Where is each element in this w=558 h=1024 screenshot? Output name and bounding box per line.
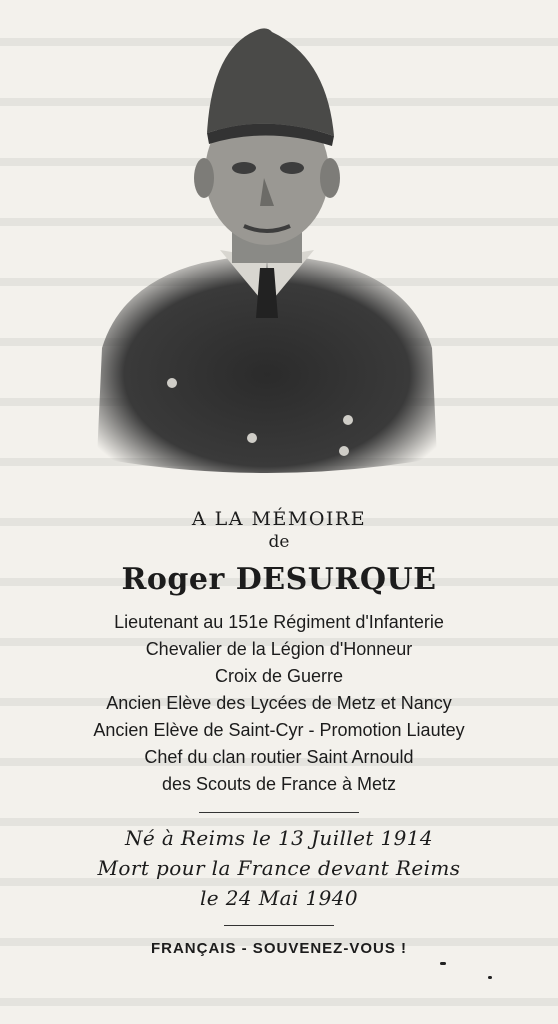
birth-line: Né à Reims le 13 Juillet 1914 (124, 826, 434, 850)
detail-line: Croix de Guerre (214, 666, 344, 686)
detail-line: Ancien Elève de Saint-Cyr - Promotion Liautey (93, 720, 465, 740)
ink-smudge (488, 976, 492, 979)
details-list (0, 609, 558, 798)
detail-line: Lieutenant au 151e Régiment d'Infanterie (114, 612, 444, 632)
death-date-line: le 24 Mai 1940 (199, 886, 359, 910)
death-line: Mort pour la France devant Reims (97, 856, 461, 880)
memorial-text (0, 500, 558, 957)
divider (199, 812, 359, 813)
ink-smudge (440, 962, 446, 965)
detail-line: Chevalier de la Légion d'Honneur (145, 639, 413, 659)
de-word: de (268, 532, 290, 552)
divider (224, 925, 334, 926)
detail-line: des Scouts de France à Metz (161, 774, 397, 794)
detail-line: Ancien Elève des Lycées de Metz et Nancy (106, 693, 452, 713)
person-name: Roger DESURQUE (121, 562, 437, 597)
memoire-heading: A LA MÉMOIRE (191, 508, 367, 530)
portrait-photo (92, 18, 442, 488)
detail-line: Chef du clan routier Saint Arnould (144, 747, 414, 767)
footer-motto: FRANÇAIS - SOUVENEZ-VOUS ! (150, 940, 407, 957)
